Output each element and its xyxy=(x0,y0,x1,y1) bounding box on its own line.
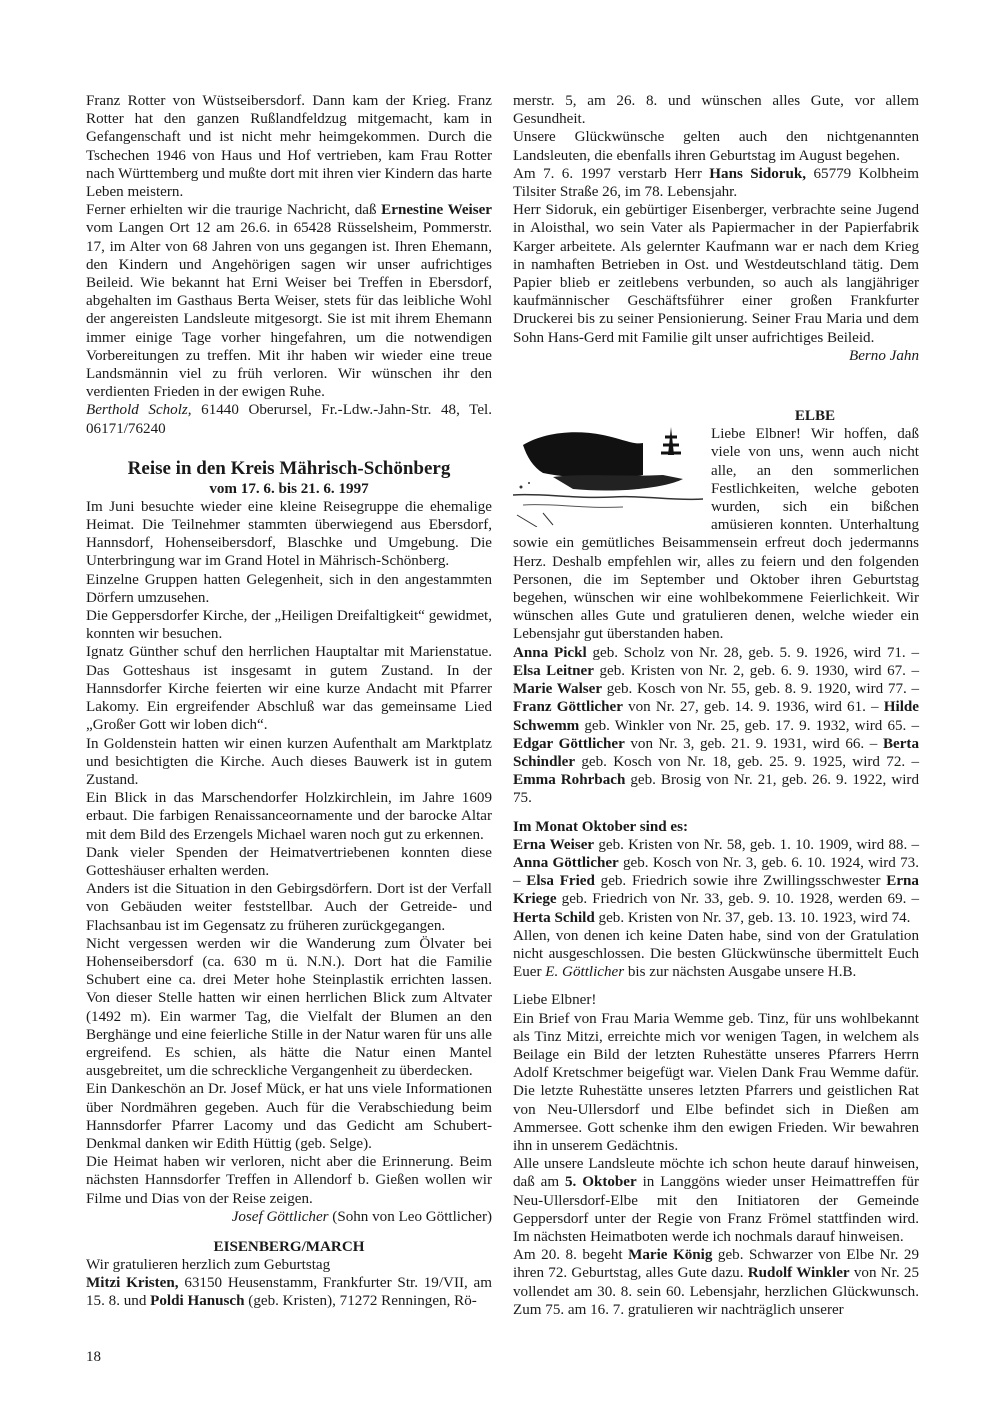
birthday-detail: geb. Kosch von Nr. 3, geb. 6. 10. 1924, wird 73. – xyxy=(513,854,919,890)
reise-paragraph: Ein Blick in das Marschendorfer Holzkirchlein, im Jahre 1609 erbaut. Die farbigen Renaissanceornamente und der barocke Altar mit dem Bild des Erzengels Michael waren noch gut zu erkennen. xyxy=(86,790,492,843)
paragraph-eisenberg-cont: merstr. 5, am 26. 8. und wünschen alles Gute, vor allem Gesundheit. xyxy=(513,93,919,128)
paragraph-sidoruk-death xyxy=(513,165,919,201)
spacer xyxy=(513,383,919,401)
event-date: 5. Oktober xyxy=(565,1174,637,1191)
person-name: Marie Walser xyxy=(513,681,603,698)
paragraph-brief: Ein Brief von Frau Maria Wemme geb. Tinz, für uns wohlbekannt als Tinz Mitzi, erreichte mich vor wenigen Tagen, in welchem als Beilage ein Bild der letzten Ruhestätte unseres Pfarrers Herrn Adolf Kretschmer beigefügt war. Vielen Dank Frau Wemme dafür. Die letzte Ruhestätte unseres letzten Pfarrers und geistlichen Rat von Neu-Ullersdorf und Elbe befindet sich in Dießen am Ammersee. Gott schenke ihm den ewigen Frieden. Wir bewahren ihn in unserem Gedächtnis. xyxy=(513,1010,919,1154)
text-span: bis zur nächsten Ausgabe unsere H.B. xyxy=(624,964,857,981)
reise-paragraph: Anders ist die Situation in den Gebirgsdörfern. Dort ist der Verfall von Gebäuden weiter feststellbar. Auch der Getreide- und Flachsanbau ist im Gegensatz zu früheren zurückgegangen. xyxy=(86,881,492,934)
spacer xyxy=(513,808,919,818)
reise-paragraph: Die Geppersdorfer Kirche, der „Heiligen Dreifaltigkeit“ gewidmet, konnten wir besuchen. xyxy=(86,608,492,643)
reise-paragraph: Einzelne Gruppen hatten Gelegenheit, sich in den angestammten Dörfern umzusehen. xyxy=(86,571,492,606)
text-span: von Nr. 25 vollendet am 30. 8. sein 60. Lebensjahr, herzlichen Glückwunsch. Zum 75. am 16. 7. gratulieren wir nachträglich unserer xyxy=(513,1265,920,1318)
right-column xyxy=(513,92,919,1319)
person-name: Berta Schindler xyxy=(513,735,919,770)
person-name: Franz Göttlicher xyxy=(513,699,623,716)
author-name: Berthold Scholz, xyxy=(86,402,192,419)
person-name: Herta Schild xyxy=(513,909,595,926)
september-birthdays xyxy=(513,644,919,808)
person-name: Poldi Hanusch xyxy=(150,1293,245,1310)
section-title-eisenberg: EISENBERG/MARCH xyxy=(213,1238,365,1255)
elbe-intro: Liebe Elbner! Wir hoffen, daß viele von uns, wenn auch nicht alle, an den sommerlichen Festlichkeiten, welche geboten wurden, sich ein bißchen amüsieren konnten. Unterhaltung sowie ein gemütliches Beisammensein erfreut doch jedermanns Herz. Deshalb empfehlen wir, alles zu feiern und den folgenden Personen, die im September und Oktober ihren Geburtstag begehen, wünschen wir eine wohlbekommene Feierlichkeit. Wir wünschen alles Gute und gratulieren denen, welche wieder ein Lebensjahr gut überstanden haben. xyxy=(513,426,919,643)
birthday-detail: geb. Scholz von Nr. 28, geb. 5. 9. 1926, wird 71. – xyxy=(586,644,919,661)
text-span: (geb. Kristen), 71272 Renningen, Rö- xyxy=(244,1293,477,1310)
text-span: Ferner erhielten wir die traurige Nachricht, daß xyxy=(86,202,382,219)
reise-paragraph: Im Juni besuchte wieder eine kleine Reisegruppe die ehemalige Heimat. Die Teilnehmer stammten überwiegend aus Ebersdorf, Hannsdorf, Hohenseibersdorf, Blaschke und Umgebung. Die Unterbringung war im Grand Hotel in Mährisch-Schönberg. xyxy=(86,498,492,570)
person-name: Anna Göttlicher xyxy=(513,854,619,871)
reise-paragraph: Ignatz Günther schuf den herrlichen Hauptaltar mit Marienstatue. Das Gotteshaus ist insgesamt in gutem Zustand. In der Hannsdorfer Kirche feierten wir eine kurze Andacht mit Pfarrer Lakomy. Ein ergreifender Abschluß war das gemeinsame Lied „Großer Gott wir loben dich“. xyxy=(86,644,492,734)
person-name: Hilde Schwemm xyxy=(513,699,919,734)
eisenberg-birthdays xyxy=(86,1274,492,1310)
text-span: 63150 Heusenstamm, Frankfurter Str. 19/VII, am 15. 8. und xyxy=(86,1275,492,1310)
reise-paragraph: Die Heimat haben wir verloren, nicht aber die Erinnerung. Beim nächsten Hannsdorfer Treffen in Allendorf b. Gießen wollen wir Filme und Dias von der Reise zeigen. xyxy=(86,1154,492,1207)
article-subtitle-reise: vom 17. 6. bis 21. 6. 1997 xyxy=(209,480,369,497)
birthday-detail: geb. Kristen von Nr. 2, geb. 6. 9. 1930, wird 67. – xyxy=(593,662,919,679)
october-closing xyxy=(513,927,919,982)
person-name: Erna Kriege xyxy=(513,873,919,908)
person-name: Anna Pickl xyxy=(513,644,587,661)
text-span: in Langgöns wieder unser Heimattreffen für Neu-Ullersdorf-Elbe mit den Initiatoren der Gemeinde Geppersdorf unter der Regie von Franz Frömel stattfinden wird. Im nächsten Heimatboten werde ich nochmals darauf hinweisen. xyxy=(513,1174,919,1245)
text-span: Am 7. 6. 1997 verstarb Herr xyxy=(513,165,710,182)
birthday-detail: geb. Kosch von Nr. 55, geb. 8. 9. 1920, wird 77. – xyxy=(602,681,919,698)
author-name: E. Göttlicher xyxy=(545,964,625,981)
landscape-illustration xyxy=(513,415,703,527)
birthday-detail: geb. Brosig von Nr. 21, geb. 26. 9. 1922, wird 75. xyxy=(513,772,919,807)
birthday-detail: geb. Kristen von Nr. 58, geb. 1. 10. 1909, wird 88. – xyxy=(594,836,919,853)
text-span: Am 20. 8. begeht xyxy=(513,1247,629,1264)
article-title-reise: Reise in den Kreis Mährisch-Schönberg xyxy=(127,457,451,479)
person-name: Ernestine Weiser xyxy=(381,202,493,219)
reise-paragraph: In Goldenstein hatten wir einen kurzen Aufenthalt am Marktplatz und besichtigten die Kirche. Auch dieses Bauwerk ist in gutem Zustand. xyxy=(86,735,492,788)
text-span: Alle unsere Landsleute möchte ich schon heute darauf hinweisen, daß am xyxy=(513,1156,919,1191)
birthday-detail: geb. Friedrich sowie ihre Zwillingsschwester xyxy=(594,873,887,890)
author-name: Josef Göttlicher xyxy=(231,1208,329,1225)
person-name: Rudolf Winkler xyxy=(747,1265,850,1282)
birthday-detail: geb. Kosch von Nr. 18, geb. 25. 9. 1925, wird 72. – xyxy=(575,753,919,770)
paragraph-ernestine xyxy=(86,201,492,401)
elbe-section xyxy=(513,407,919,644)
paragraph-glueckwuensche: Unsere Glückwünsche gelten auch den nichtgenannten Landsleuten, die ebenfalls ihren Geburtstag im August begehen. xyxy=(513,129,919,164)
text-span: vom Langen Ort 12 am 26.6. in 65428 Rüsselsheim, Pommerstr. 17, im Alter von 68 Jahren von uns gegangen ist. Ihren Ehemann, den Kindern und Angehörigen sagen wir unser aufrichtiges Beileid. Wie bekannt hat Erni Weiser bei Treffen in Ebersdorf, abgehalten im Gasthaus Berta Weiser, stets für das leibliche Wohl der angereisten Landsleute mitgesorgt. Sie ist mit ihrem Ehemann immer einige Tage vorher hingefahren, um die notwendigen Vorbereitungen zu treffen. Mit ihr haben wir wieder eine treue Landsmännin viel zu früh verloren. Wir wünschen ihr den verdienten Frieden in der ewigen Ruhe. xyxy=(86,220,492,401)
person-name: Edgar Göttlicher xyxy=(513,735,625,752)
left-column xyxy=(86,92,492,1311)
person-name: Marie König xyxy=(628,1247,713,1264)
person-name: Elsa Fried xyxy=(526,873,595,890)
signature-goettlicher xyxy=(86,1208,492,1226)
signature-scholz xyxy=(86,401,492,437)
text-span: Allen, von denen ich keine Daten habe, sind von der Gratulation nicht ausgeschlossen. Die besten Glückwünsche übermittelt Euch Euer xyxy=(513,927,919,981)
page-number: 18 xyxy=(86,1349,101,1365)
birthday-detail: geb. Kristen von Nr. 37, geb. 13. 10. 1923, wird 74. xyxy=(594,909,911,926)
text-span: geb. Schwarzer von Elbe Nr. 29 ihren 72. Geburtstag, alles Gute dazu. xyxy=(513,1247,919,1282)
person-name: Mitzi Kristen, xyxy=(86,1275,179,1292)
paragraph-treffen xyxy=(513,1155,919,1246)
heading-text: Im Monat Oktober sind es: xyxy=(513,818,688,835)
reise-paragraph: Nicht vergessen werden wir die Wanderung zum Ölvater bei Hohenseibersdorf (ca. 630 m ü. N.N.). Dort hat die Familie Schubert eine ca. drei Meter hohe Steinplastik errichten lassen. Von dieser Stelle hatten wir einen herrlichen Blick zum Altvater (1492 m). Ein warmer Tag, die Vielfalt der Blumen an den Berghänge und eine feierliche Stille in der Natur waren für uns alle ergreifend. Es schien, als hätte die Natur einen Mantel ausgebreitet, um die schreckliche Vergangenheit zu überdecken. xyxy=(86,935,492,1080)
paragraph-rotter: Franz Rotter von Wüstseibersdorf. Dann kam der Krieg. Franz Rotter hat den ganzen Rußlandfeldzug mitgemacht, kam in Gefangenschaft und ist nicht mehr heimgekommen. Durch die Tschechen 1946 von Haus und Hof vertrieben, kam Frau Rotter nach Württemberg und mußte dort mit ihren vier Kindern das harte Leben meistern. xyxy=(86,93,492,201)
birthday-detail: geb. Friedrich von Nr. 33, geb. 9. 10. 1928, werden 69. – xyxy=(556,891,919,908)
october-birthdays xyxy=(513,836,919,927)
reise-paragraph: Dank vieler Spenden der Heimatvertriebenen konnten diese Gotteshäuser erhalten werden. xyxy=(86,844,492,879)
greeting-elbner: Liebe Elbner! xyxy=(513,992,597,1009)
eisenberg-intro: Wir gratulieren herzlich zum Geburtstag xyxy=(86,1256,331,1273)
section-title-elbe: ELBE xyxy=(794,408,836,425)
text-span: 65779 Kolbheim Tilsiter Straße 26, im 78. Lebensjahr. xyxy=(513,165,920,201)
october-heading xyxy=(513,818,919,836)
birthday-detail: von Nr. 27, geb. 14. 9. 1936, wird 61. – xyxy=(622,699,884,716)
person-name: Elsa Leitner xyxy=(513,662,594,679)
birthday-detail: geb. Winkler von Nr. 25, geb. 17. 9. 1932, wird 65. – xyxy=(579,717,919,734)
birthday-detail: von Nr. 3, geb. 21. 9. 1931, wird 66. – xyxy=(624,735,883,752)
person-name: Emma Rohrbach xyxy=(513,772,626,789)
reise-paragraph: Ein Dankeschön an Dr. Josef Mück, er hat uns viele Informationen über Nordmähren gegeben. Auch für die Verabschiedung beim Hannsdorfer Pfarrer Lacomy und das Gedicht am Schubert-Denkmal danken wir Edith Hüttig (geb. Selge). xyxy=(86,1081,492,1152)
author-address: 61440 Oberursel, Fr.-Ldw.-Jahn-Str. 48, Tel. 06171/76240 xyxy=(86,402,492,437)
person-name: Erna Weiser xyxy=(513,836,595,853)
paragraph-birthdays-august xyxy=(513,1246,919,1319)
spacer xyxy=(513,365,919,383)
spacer xyxy=(513,981,919,991)
author-note: (Sohn von Leo Göttlicher) xyxy=(328,1208,492,1225)
signature-jahn: Berno Jahn xyxy=(848,347,919,364)
paragraph-sidoruk-bio: Herr Sidoruk, ein gebürtiger Eisenberger, verbrachte seine Jugend in Aloisthal, wo sein Vater als Papiermacher in der Papierfabrik Karger arbeitete. Als gelernter Kaufmann war er nach dem Krieg in namhaften Betrieben in Ost. und Westdeutschland tätig. Dem Papier blieb er zeitlebens verbunden, so auch als langjähriger kaufmännischer Geschäftsführer einer großen Frankfurter Druckerei bis zu seiner Pensionierung. Seiner Frau Maria und dem Sohn Hans-Gerd mit Familie gilt unser aufrichtiges Beileid. xyxy=(513,202,919,346)
person-name: Hans Sidoruk, xyxy=(709,165,807,182)
